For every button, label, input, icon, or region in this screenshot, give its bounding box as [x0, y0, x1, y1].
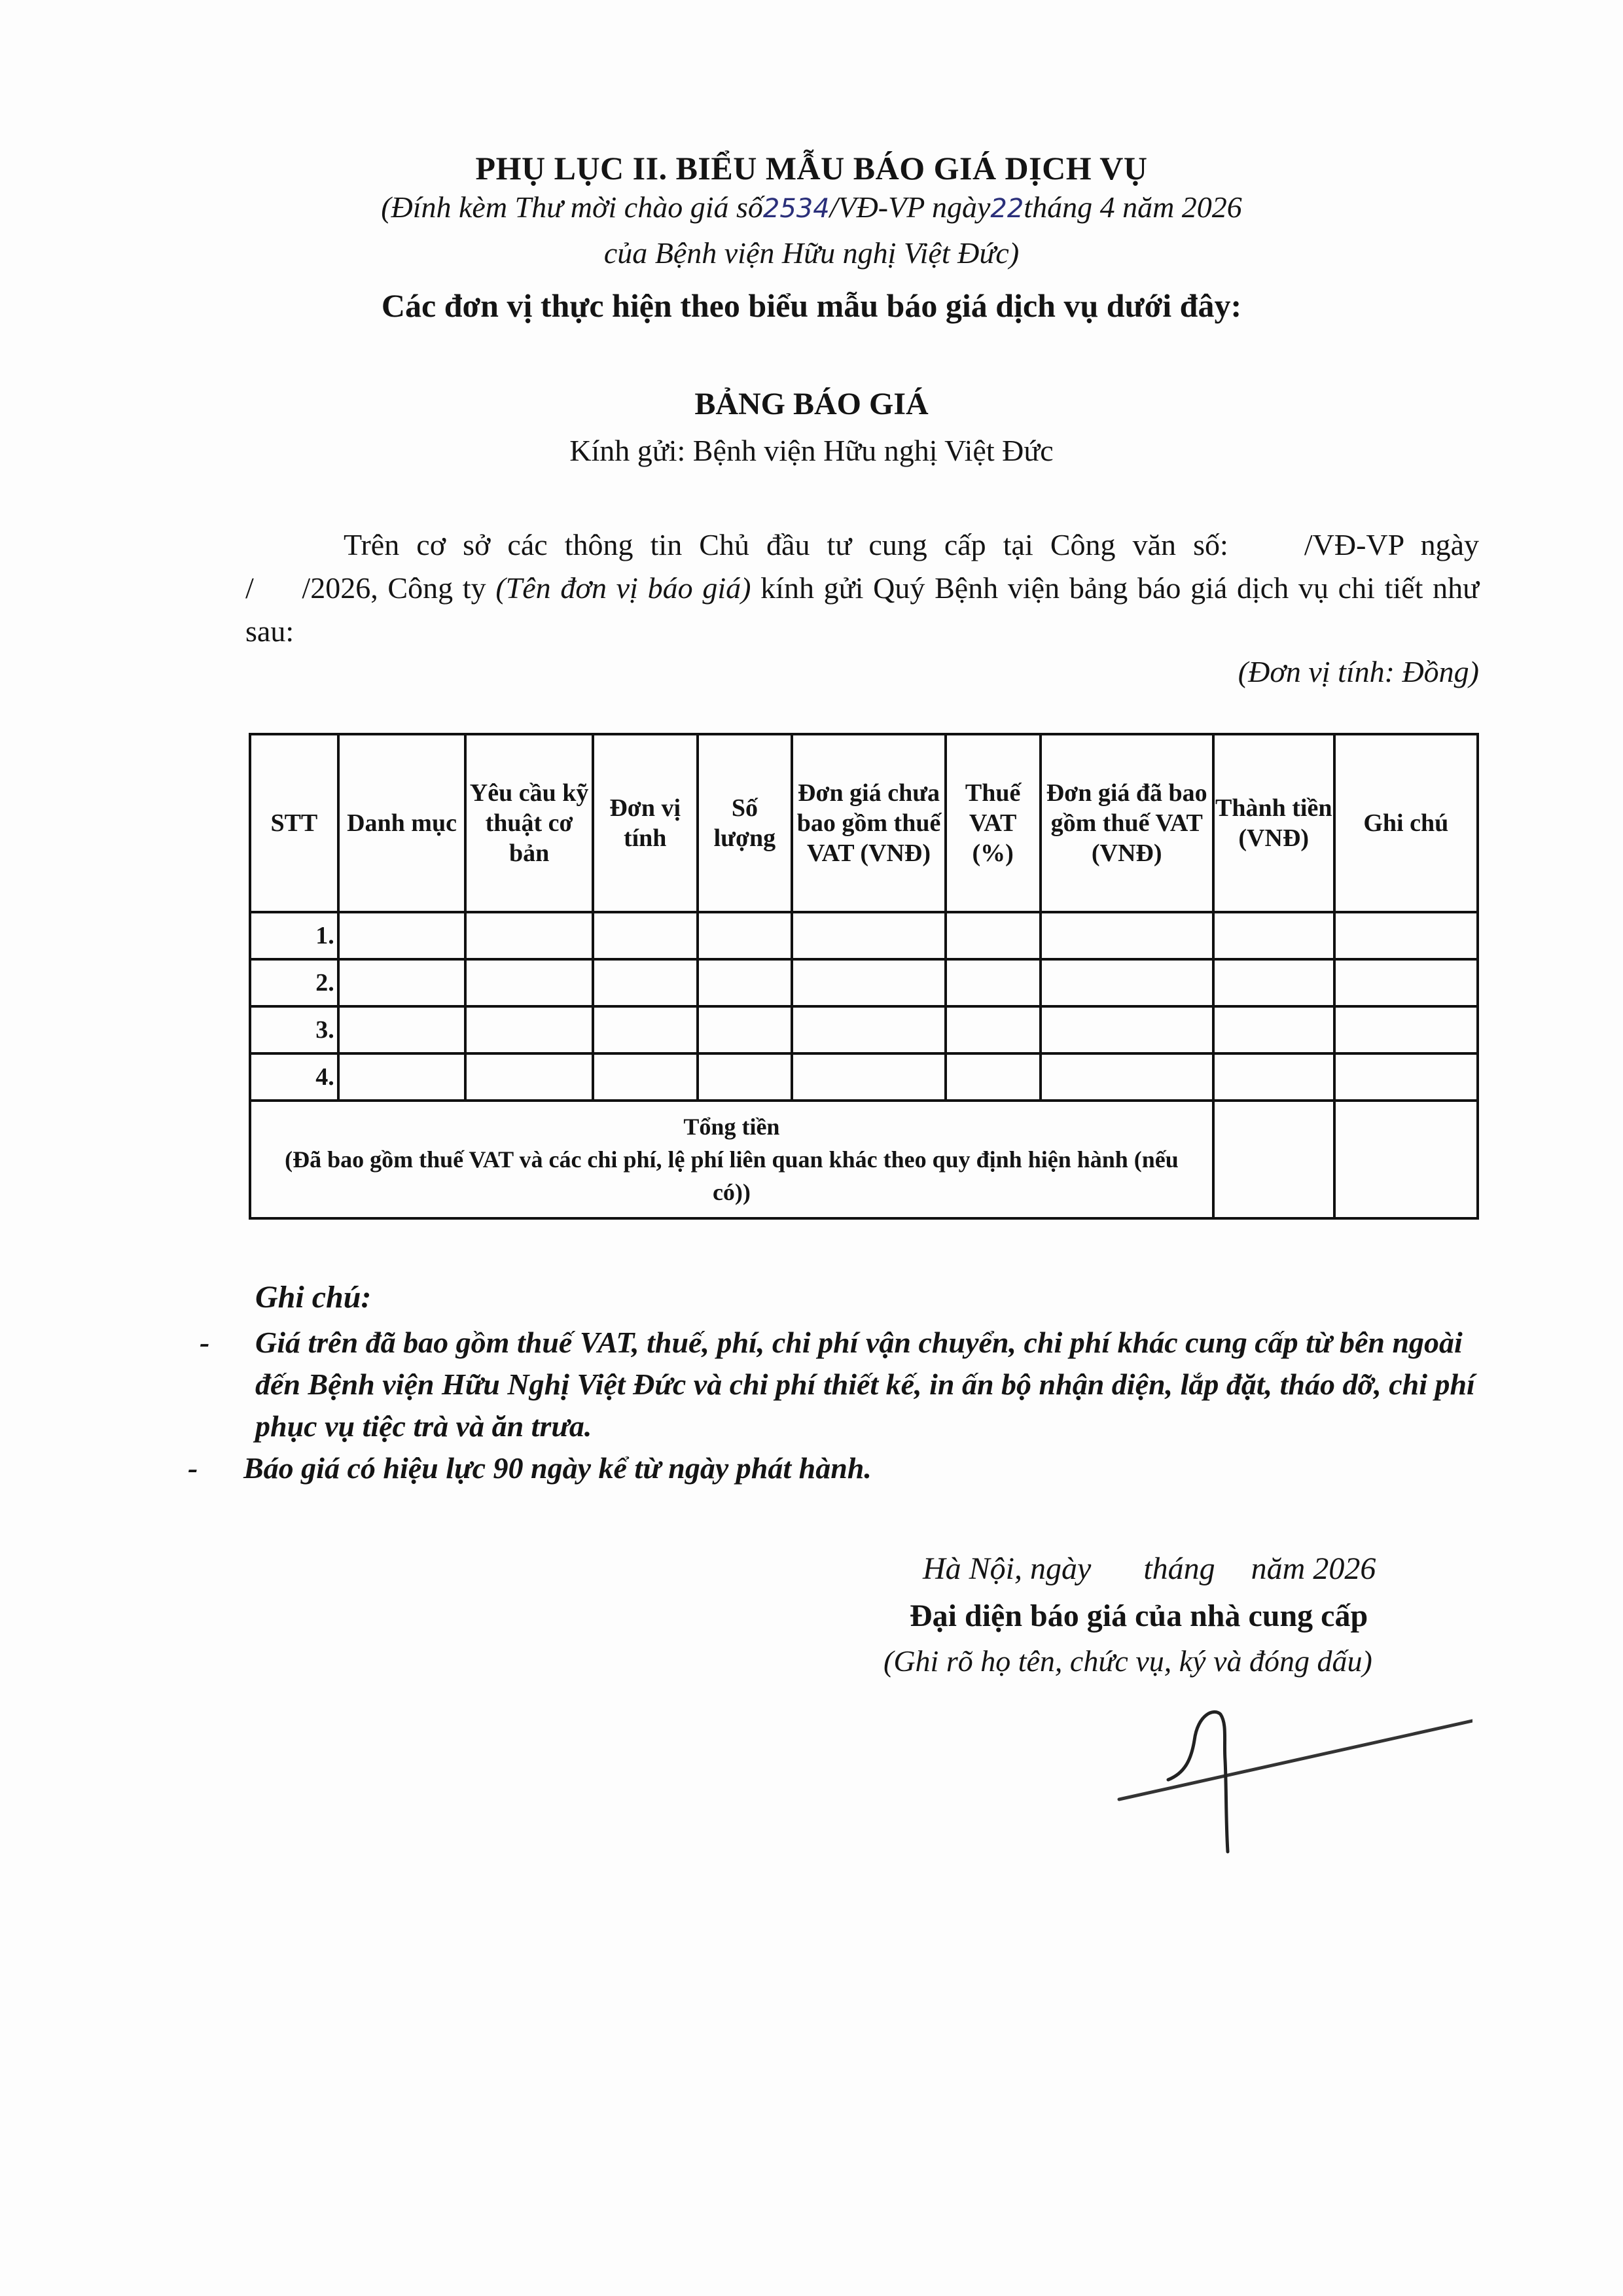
note-text: Báo giá có hiệu lực 90 ngày kể từ ngày phát hành.	[243, 1451, 872, 1485]
notes-heading: Ghi chú:	[255, 1280, 372, 1315]
col-header-vat: Thuế VAT (%)	[946, 734, 1041, 912]
total-amount-cell[interactable]	[1213, 1101, 1334, 1218]
cell-notes[interactable]	[1334, 959, 1478, 1006]
cell-qty[interactable]	[698, 1006, 793, 1053]
cell-unit[interactable]	[593, 912, 698, 959]
row-stt: 4.	[250, 1053, 338, 1101]
intro-paragraph	[245, 523, 1479, 653]
bullet-dash: -	[188, 1451, 198, 1485]
cell-spec[interactable]	[465, 1053, 593, 1101]
document-title: PHỤ LỤC II. BIỂU MẪU BÁO GIÁ DỊCH VỤ	[475, 150, 1148, 186]
table-row	[250, 1053, 1478, 1101]
date-month: tháng	[1143, 1551, 1215, 1586]
total-row	[250, 1101, 1478, 1218]
row-stt: 3.	[250, 1006, 338, 1053]
total-note: (Đã bao gồm thuế VAT và các chi phí, lệ phí liên quan khác theo quy định hiện hành (nếu có))	[285, 1146, 1179, 1205]
col-header-stt: STT	[250, 734, 338, 912]
total-label-cell	[250, 1101, 1213, 1218]
date-year: năm 2026	[1251, 1551, 1376, 1586]
signatory-role: Đại diện báo giá của nhà cung cấp	[910, 1598, 1368, 1633]
col-header-unit: Đơn vị tính	[593, 734, 698, 912]
cell-unit[interactable]	[593, 959, 698, 1006]
cell-qty[interactable]	[698, 1053, 793, 1101]
col-header-qty: Số lượng	[698, 734, 793, 912]
recipient-line: Kính gửi: Bệnh viện Hữu nghị Việt Đức	[569, 434, 1054, 467]
note-text: Giá trên đã bao gồm thuế VAT, thuế, phí, chi phí vận chuyển, chi phí khác cung cấp từ bên ngoài đến Bệnh viện Hữu Nghị Việt Đức và chi phí thiết kế, in ấn bộ nhận diện, lắp đặt, tháo dỡ, chi phí phục vụ tiệc trà và ăn trưa.	[255, 1326, 1475, 1443]
attachment-prefix: (Đính kèm Thư mời chào giá số	[381, 190, 763, 224]
signatory-instruction: (Ghi rõ họ tên, chức vụ, ký và đóng dấu)	[883, 1644, 1372, 1678]
cell-vat[interactable]	[946, 912, 1041, 959]
cell-item[interactable]	[338, 1053, 466, 1101]
cell-item[interactable]	[338, 1006, 466, 1053]
cell-vat[interactable]	[946, 1006, 1041, 1053]
cell-price-excl-vat[interactable]	[792, 959, 945, 1006]
cell-unit[interactable]	[593, 1053, 698, 1101]
cell-notes[interactable]	[1334, 912, 1478, 959]
handwritten-signature	[1106, 1701, 1472, 1858]
cell-qty[interactable]	[698, 959, 793, 1006]
cell-amount[interactable]	[1213, 959, 1334, 1006]
cell-price-excl-vat[interactable]	[792, 1053, 945, 1101]
cell-spec[interactable]	[465, 912, 593, 959]
cell-price-incl-vat[interactable]	[1041, 912, 1213, 959]
row-stt: 1.	[250, 912, 338, 959]
cell-vat[interactable]	[946, 959, 1041, 1006]
instruction-heading: Các đơn vị thực hiện theo biểu mẫu báo giá dịch vụ dưới đây:	[381, 287, 1242, 324]
table-row	[250, 912, 1478, 959]
quote-table-title: BẢNG BÁO GIÁ	[694, 387, 929, 421]
cell-price-incl-vat[interactable]	[1041, 1006, 1213, 1053]
cell-notes[interactable]	[1334, 1053, 1478, 1101]
cell-vat[interactable]	[946, 1053, 1041, 1101]
attachment-issuer: của Bệnh viện Hữu nghị Việt Đức)	[603, 236, 1020, 270]
note-item	[200, 1322, 1486, 1447]
note-item	[188, 1447, 1474, 1489]
col-header-spec: Yêu cầu kỹ thuật cơ bản	[465, 734, 593, 912]
attachment-mid: /VĐ-VP ngày	[829, 190, 991, 224]
cell-price-incl-vat[interactable]	[1041, 959, 1213, 1006]
cell-amount[interactable]	[1213, 1053, 1334, 1101]
cell-amount[interactable]	[1213, 1006, 1334, 1053]
cell-unit[interactable]	[593, 1006, 698, 1053]
currency-unit: (Đơn vị tính: Đồng)	[1238, 655, 1479, 688]
cell-item[interactable]	[338, 959, 466, 1006]
cell-spec[interactable]	[465, 1006, 593, 1053]
quote-table	[249, 733, 1479, 1220]
cell-spec[interactable]	[465, 959, 593, 1006]
handwritten-letter-day: 22	[990, 194, 1024, 224]
cell-item[interactable]	[338, 912, 466, 959]
col-header-amount: Thành tiền (VNĐ)	[1213, 734, 1334, 912]
date-place: Hà Nội, ngày	[923, 1551, 1092, 1586]
bullet-dash: -	[200, 1326, 210, 1359]
company-placeholder: (Tên đơn vị báo giá)	[495, 571, 751, 605]
table-row	[250, 959, 1478, 1006]
attachment-reference	[0, 190, 1623, 224]
intro-part4: kính gửi Quý Bệnh viện bảng báo giá dịch vụ chi tiết như sau:	[245, 571, 1480, 648]
handwritten-letter-number: 2534	[762, 194, 830, 224]
cell-price-excl-vat[interactable]	[792, 1006, 945, 1053]
table-header-row	[250, 734, 1478, 912]
total-label: Tổng tiền	[683, 1114, 780, 1140]
signing-date	[923, 1551, 1376, 1587]
cell-notes[interactable]	[1334, 1006, 1478, 1053]
col-header-price-excl-vat: Đơn giá chưa bao gồm thuế VAT (VNĐ)	[792, 734, 945, 912]
total-notes-cell[interactable]	[1334, 1101, 1478, 1218]
intro-part3: / /2026, Công ty	[245, 571, 486, 605]
cell-price-excl-vat[interactable]	[792, 912, 945, 959]
intro-part1: Trên cơ sở các thông tin Chủ đầu tư cung cấp tại Công văn số:	[344, 528, 1228, 561]
col-header-item: Danh mục	[338, 734, 466, 912]
col-header-notes: Ghi chú	[1334, 734, 1478, 912]
intro-part2: /VĐ-VP ngày	[1304, 528, 1479, 561]
cell-price-incl-vat[interactable]	[1041, 1053, 1213, 1101]
col-header-price-incl-vat: Đơn giá đã bao gồm thuế VAT (VNĐ)	[1041, 734, 1213, 912]
cell-qty[interactable]	[698, 912, 793, 959]
attachment-suffix: tháng 4 năm 2026	[1024, 190, 1242, 224]
table-row	[250, 1006, 1478, 1053]
row-stt: 2.	[250, 959, 338, 1006]
cell-amount[interactable]	[1213, 912, 1334, 959]
